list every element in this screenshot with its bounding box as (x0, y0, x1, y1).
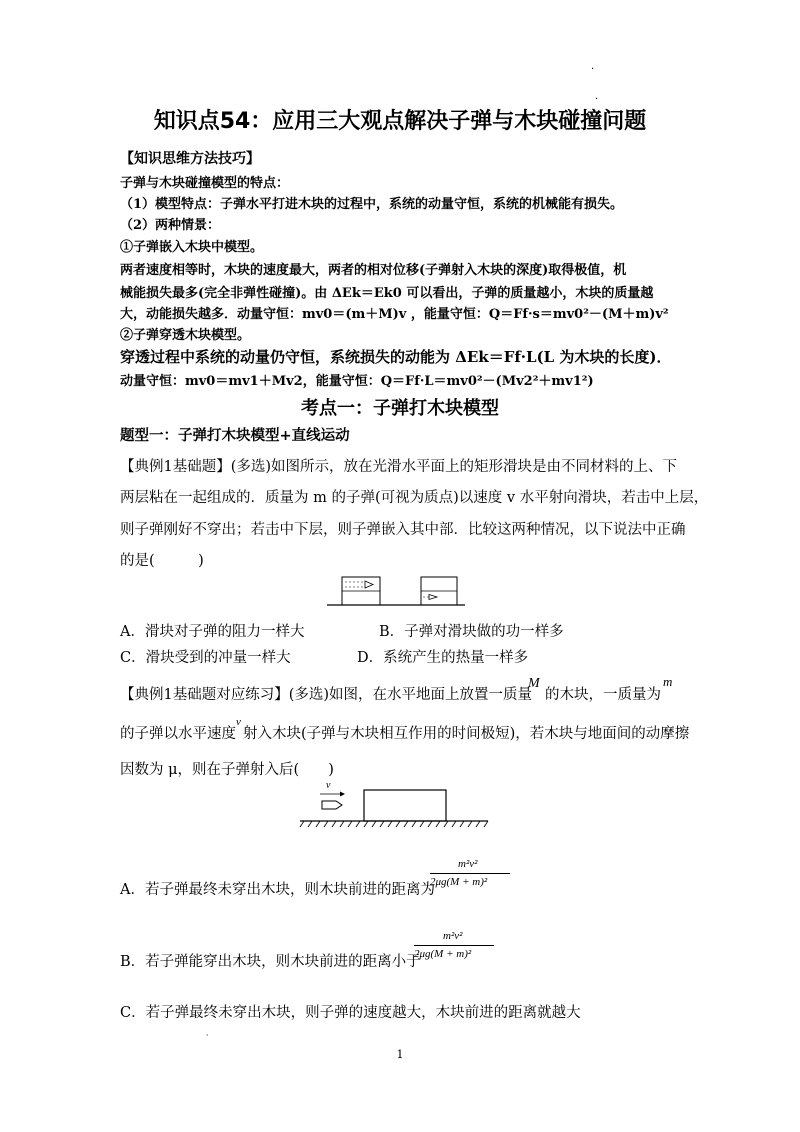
question-text-part: 【典例1基础题对应练习】(多选)如图，在水平地面上放置一质量 (120, 687, 533, 703)
fraction-bar (430, 873, 510, 874)
option-a: A．滑块对子弹的阻力一样大 (120, 624, 305, 640)
option-a: A．若子弹最终未穿出木块，则木块前进的距离为 (120, 882, 435, 898)
option-c: C．滑块受到的冲量一样大 (120, 650, 291, 666)
subsection-title: 题型一：子弹打木块模型+直线运动 (120, 428, 350, 444)
text-line: 子弹与木块碰撞模型的特点： (120, 176, 290, 191)
question-text: 的木块，一质量为 (545, 687, 661, 703)
figure-label-velocity: v (326, 780, 331, 791)
text-line: 穿透过程中系统的动量仍守恒，系统损失的动能为 ΔEk＝Ff·L(L 为木块的长度)． (120, 348, 672, 366)
figure-blocks (325, 572, 485, 610)
question-text: 【典例1基础题】(多选)如图所示，放在光滑水平面上的矩形滑块是由不同材料的上、下 (120, 459, 678, 475)
question-text (120, 683, 532, 704)
text-line: （1）模型特点：子弹水平打进木块的过程中，系统的动量守恒，系统的机械能有损失。 (120, 197, 624, 212)
text-line: 两者速度相等时，木块的速度最大，两者的相对位移(子弹射入木块的深度)取得极值，机 (120, 263, 627, 278)
fraction-numerator: m²v² (443, 930, 463, 942)
symbol-mass-bullet: m (663, 674, 673, 689)
symbol-mass-block: M (528, 676, 540, 691)
figure-bullet-block (298, 784, 498, 834)
fraction-numerator: m²v² (458, 858, 478, 870)
question-text: 两层粘在一起组成的．质量为 m 的子弹(可视为质点)以速度 v 水平射向滑块，若击中上层， (120, 490, 709, 506)
page-number: 1 (396, 1048, 404, 1061)
section-heading: 【知识思维方法技巧】 (120, 151, 260, 167)
question-text: 的子弹以水平速度 (120, 726, 236, 742)
section-title: 考点一：子弹打木块模型 (301, 398, 499, 419)
fraction-denominator: 2μg(M + m)² (414, 948, 472, 960)
question-text: 则子弹刚好不穿出；若击中下层，则子弹嵌入其中部．比较这两种情况，以下说法中正确 (120, 522, 686, 538)
stray-mark: · (206, 1031, 209, 1040)
symbol-velocity: v (236, 716, 241, 728)
text-line: 械能损失最多(完全非弹性碰撞)。由 ΔEk＝Ek0 可以看出，子弹的质量越小，木块的质量越 (120, 286, 654, 301)
corner-mark: · (591, 64, 595, 75)
question-text: 射入木块(子弹与木块相互作用的时间极短)，若木块与地面间的动摩擦 (243, 726, 690, 742)
text-line: 动量守恒：mv0＝mv1＋Mv2，能量守恒：Q＝Ff·L＝mv0²－(Mv2²＋mv1²) (120, 374, 594, 389)
text-line: ①子弹嵌入木块中模型。 (120, 240, 264, 255)
text-line: 大，动能损失越多．动量守恒：mv0＝(m＋M)v ，能量守恒：Q＝Ff·s＝mv0²－(M＋m)v² (120, 307, 669, 322)
question-text: 因数为 μ，则在子弹射入后( ) (120, 762, 334, 778)
option-b: B．子弹对滑块做的功一样多 (379, 624, 564, 640)
fraction-denominator: 2μg(M + m)² (430, 876, 488, 888)
text-line: （2）两种情景： (120, 218, 221, 233)
corner-mark: · (595, 94, 599, 105)
page-title: 知识点54：应用三大观点解决子弹与木块碰撞问题 (153, 109, 647, 134)
option-c: C．若子弹最终未穿出木块，则子弹的速度越大，木块前进的距离就越大 (120, 1005, 581, 1021)
option-b: B．若子弹能穿出木块，则木块前进的距离小于 (120, 954, 421, 970)
text-line: ②子弹穿透木块模型。 (120, 328, 251, 343)
question-text: 的是( ) (120, 553, 204, 569)
option-d: D．系统产生的热量一样多 (357, 650, 529, 666)
fraction-bar (414, 945, 494, 946)
